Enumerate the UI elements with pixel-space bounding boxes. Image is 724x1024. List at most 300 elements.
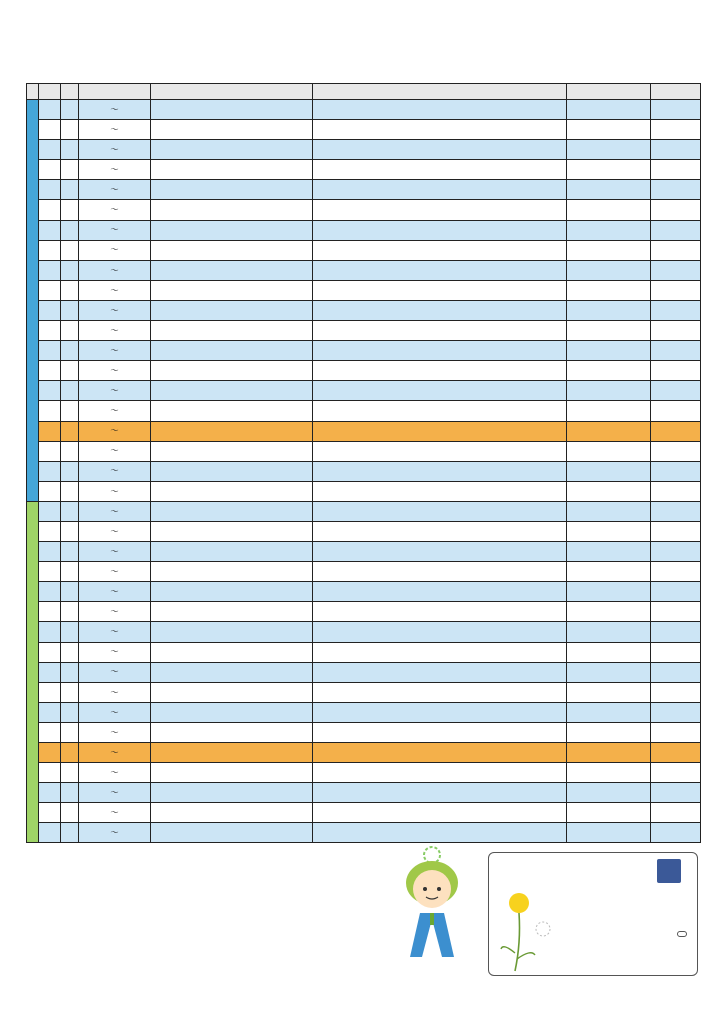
teacher-cell (567, 501, 651, 521)
fee-cell (651, 140, 701, 160)
event-title-cell (151, 401, 313, 421)
weekday-cell (61, 743, 79, 763)
day-cell (39, 220, 61, 240)
start-time-cell (79, 140, 107, 160)
time-separator: ～ (107, 662, 123, 682)
fee-cell (651, 260, 701, 280)
table-row (27, 803, 701, 823)
end-time-cell (123, 461, 151, 481)
fee-cell (651, 702, 701, 722)
fee-cell (651, 481, 701, 501)
teacher-cell (567, 361, 651, 381)
table-row (27, 100, 701, 120)
end-time-cell (123, 341, 151, 361)
day-cell (39, 260, 61, 280)
weekday-cell (61, 260, 79, 280)
fee-cell (651, 743, 701, 763)
fee-cell (651, 280, 701, 300)
fee-cell (651, 321, 701, 341)
teacher-cell (567, 582, 651, 602)
weekday-cell (61, 240, 79, 260)
end-time-cell (123, 160, 151, 180)
end-time-cell (123, 321, 151, 341)
teacher-cell (567, 722, 651, 742)
start-time-cell (79, 180, 107, 200)
end-time-cell (123, 481, 151, 501)
fee-cell (651, 300, 701, 320)
table-row (27, 260, 701, 280)
theme-cell (313, 361, 567, 381)
teacher-cell (567, 662, 651, 682)
time-separator: ～ (107, 521, 123, 541)
end-time-cell (123, 300, 151, 320)
table-row (27, 200, 701, 220)
fee-cell (651, 803, 701, 823)
teacher-cell (567, 100, 651, 120)
fee-cell (651, 582, 701, 602)
day-cell (39, 682, 61, 702)
end-time-cell (123, 401, 151, 421)
start-time-cell (79, 763, 107, 783)
teacher-cell (567, 220, 651, 240)
teacher-cell (567, 401, 651, 421)
event-title-cell (151, 763, 313, 783)
theme-cell (313, 542, 567, 562)
weekday-cell (61, 421, 79, 441)
day-cell (39, 401, 61, 421)
event-title-cell (151, 562, 313, 582)
start-time-cell (79, 160, 107, 180)
day-cell (39, 622, 61, 642)
time-separator: ～ (107, 321, 123, 341)
weekday-cell (61, 461, 79, 481)
weekday-cell (61, 763, 79, 783)
theme-cell (313, 401, 567, 421)
day-cell (39, 200, 61, 220)
weekday-cell (61, 220, 79, 240)
fee-cell (651, 763, 701, 783)
teacher-cell (567, 481, 651, 501)
theme-cell (313, 562, 567, 582)
start-time-cell (79, 361, 107, 381)
time-separator: ～ (107, 240, 123, 260)
fee-cell (651, 381, 701, 401)
header-theme (313, 84, 567, 100)
weekday-cell (61, 521, 79, 541)
teacher-cell (567, 562, 651, 582)
end-time-cell (123, 441, 151, 461)
fee-cell (651, 220, 701, 240)
fee-cell (651, 823, 701, 843)
weekday-cell (61, 300, 79, 320)
start-time-cell (79, 300, 107, 320)
event-title-cell (151, 441, 313, 461)
time-separator: ～ (107, 441, 123, 461)
time-separator: ～ (107, 300, 123, 320)
event-title-cell (151, 702, 313, 722)
time-separator: ～ (107, 220, 123, 240)
time-separator: ～ (107, 501, 123, 521)
end-time-cell (123, 140, 151, 160)
header-month (27, 84, 39, 100)
event-title-cell (151, 220, 313, 240)
end-time-cell (123, 682, 151, 702)
teacher-cell (567, 200, 651, 220)
weekday-cell (61, 682, 79, 702)
end-time-cell (123, 521, 151, 541)
table-row (27, 602, 701, 622)
day-cell (39, 240, 61, 260)
theme-cell (313, 140, 567, 160)
schedule-table (26, 83, 701, 843)
end-time-cell (123, 642, 151, 662)
weekday-cell (61, 722, 79, 742)
theme-cell (313, 722, 567, 742)
day-cell (39, 521, 61, 541)
teacher-cell (567, 743, 651, 763)
day-cell (39, 823, 61, 843)
table-row (27, 743, 701, 763)
start-time-cell (79, 662, 107, 682)
start-time-cell (79, 642, 107, 662)
table-row (27, 220, 701, 240)
weekday-cell (61, 803, 79, 823)
time-separator: ～ (107, 582, 123, 602)
time-separator: ～ (107, 622, 123, 642)
table-row (27, 401, 701, 421)
day-cell (39, 421, 61, 441)
end-time-cell (123, 180, 151, 200)
day-cell (39, 501, 61, 521)
end-time-cell (123, 542, 151, 562)
event-title-cell (151, 341, 313, 361)
teacher-cell (567, 160, 651, 180)
header-fee (651, 84, 701, 100)
teacher-cell (567, 702, 651, 722)
weekday-cell (61, 140, 79, 160)
time-separator: ～ (107, 562, 123, 582)
start-time-cell (79, 562, 107, 582)
teacher-cell (567, 300, 651, 320)
day-cell (39, 441, 61, 461)
teacher-cell (567, 803, 651, 823)
theme-cell (313, 120, 567, 140)
event-title-cell (151, 361, 313, 381)
fee-cell (651, 200, 701, 220)
event-title-cell (151, 743, 313, 763)
event-title-cell (151, 662, 313, 682)
start-time-cell (79, 260, 107, 280)
table-row (27, 160, 701, 180)
event-title-cell (151, 501, 313, 521)
theme-cell (313, 602, 567, 622)
weekday-cell (61, 602, 79, 622)
teacher-cell (567, 240, 651, 260)
end-time-cell (123, 280, 151, 300)
teacher-cell (567, 280, 651, 300)
fee-cell (651, 361, 701, 381)
event-title-cell (151, 100, 313, 120)
start-time-cell (79, 582, 107, 602)
day-cell (39, 803, 61, 823)
theme-cell (313, 763, 567, 783)
theme-cell (313, 481, 567, 501)
table-row (27, 542, 701, 562)
fee-cell (651, 421, 701, 441)
facebook-logo-icon (657, 859, 681, 883)
time-separator: ～ (107, 461, 123, 481)
table-row (27, 682, 701, 702)
theme-cell (313, 240, 567, 260)
event-title-cell (151, 481, 313, 501)
theme-cell (313, 662, 567, 682)
event-title-cell (151, 421, 313, 441)
event-title-cell (151, 582, 313, 602)
fee-cell (651, 100, 701, 120)
start-time-cell (79, 783, 107, 803)
day-cell (39, 702, 61, 722)
theme-cell (313, 501, 567, 521)
weekday-cell (61, 361, 79, 381)
event-title-cell (151, 381, 313, 401)
event-title-cell (151, 682, 313, 702)
event-title-cell (151, 783, 313, 803)
table-row (27, 461, 701, 481)
theme-cell (313, 220, 567, 240)
time-separator: ～ (107, 341, 123, 361)
start-time-cell (79, 743, 107, 763)
fee-cell (651, 240, 701, 260)
day-cell (39, 120, 61, 140)
event-title-cell (151, 160, 313, 180)
table-row (27, 300, 701, 320)
day-cell (39, 361, 61, 381)
event-title-cell (151, 120, 313, 140)
event-title-cell (151, 300, 313, 320)
day-cell (39, 763, 61, 783)
theme-cell (313, 260, 567, 280)
weekday-cell (61, 341, 79, 361)
start-time-cell (79, 220, 107, 240)
table-row (27, 582, 701, 602)
weekday-cell (61, 401, 79, 421)
end-time-cell (123, 582, 151, 602)
fee-cell (651, 401, 701, 421)
time-separator: ～ (107, 140, 123, 160)
end-time-cell (123, 662, 151, 682)
table-row (27, 501, 701, 521)
header-time (79, 84, 151, 100)
teacher-cell (567, 381, 651, 401)
time-separator: ～ (107, 280, 123, 300)
start-time-cell (79, 321, 107, 341)
teacher-cell (567, 321, 651, 341)
weekday-cell (61, 642, 79, 662)
day-cell (39, 602, 61, 622)
day-cell (39, 743, 61, 763)
theme-cell (313, 180, 567, 200)
end-time-cell (123, 602, 151, 622)
table-row (27, 341, 701, 361)
table-row (27, 140, 701, 160)
teacher-cell (567, 622, 651, 642)
teacher-cell (567, 823, 651, 843)
table-row (27, 361, 701, 381)
teacher-cell (567, 521, 651, 541)
day-cell (39, 461, 61, 481)
table-row (27, 722, 701, 742)
time-separator: ～ (107, 381, 123, 401)
event-title-cell (151, 321, 313, 341)
event-title-cell (151, 622, 313, 642)
weekday-cell (61, 100, 79, 120)
fee-cell (651, 180, 701, 200)
start-time-cell (79, 280, 107, 300)
theme-cell (313, 341, 567, 361)
start-time-cell (79, 240, 107, 260)
weekday-cell (61, 160, 79, 180)
time-separator: ～ (107, 100, 123, 120)
day-cell (39, 582, 61, 602)
time-separator: ～ (107, 722, 123, 742)
table-row (27, 120, 701, 140)
time-separator: ～ (107, 642, 123, 662)
weekday-cell (61, 542, 79, 562)
fee-cell (651, 501, 701, 521)
dandelion-illustration (497, 883, 557, 973)
event-title-cell (151, 823, 313, 843)
day-cell (39, 180, 61, 200)
end-time-cell (123, 100, 151, 120)
fee-cell (651, 783, 701, 803)
teacher-cell (567, 763, 651, 783)
table-row (27, 441, 701, 461)
table-row (27, 783, 701, 803)
end-time-cell (123, 803, 151, 823)
header-dow (61, 84, 79, 100)
day-cell (39, 783, 61, 803)
table-row (27, 180, 701, 200)
fee-cell (651, 662, 701, 682)
start-time-cell (79, 481, 107, 501)
fee-cell (651, 160, 701, 180)
table-row (27, 662, 701, 682)
time-separator: ～ (107, 702, 123, 722)
event-title-cell (151, 642, 313, 662)
weekday-cell (61, 321, 79, 341)
theme-cell (313, 100, 567, 120)
day-cell (39, 300, 61, 320)
start-time-cell (79, 521, 107, 541)
fee-cell (651, 622, 701, 642)
table-row (27, 280, 701, 300)
fee-cell (651, 602, 701, 622)
fee-cell (651, 120, 701, 140)
table-row (27, 421, 701, 441)
event-title-cell (151, 180, 313, 200)
teacher-cell (567, 140, 651, 160)
day-cell (39, 662, 61, 682)
weekday-cell (61, 582, 79, 602)
weekday-cell (61, 823, 79, 843)
end-time-cell (123, 823, 151, 843)
theme-cell (313, 461, 567, 481)
start-time-cell (79, 200, 107, 220)
time-separator: ～ (107, 803, 123, 823)
time-separator: ～ (107, 120, 123, 140)
table-header (27, 84, 701, 100)
theme-cell (313, 642, 567, 662)
end-time-cell (123, 421, 151, 441)
time-separator: ～ (107, 180, 123, 200)
teacher-cell (567, 642, 651, 662)
event-title-cell (151, 260, 313, 280)
end-time-cell (123, 220, 151, 240)
theme-cell (313, 421, 567, 441)
teacher-cell (567, 783, 651, 803)
end-time-cell (123, 743, 151, 763)
weekday-cell (61, 501, 79, 521)
end-time-cell (123, 240, 151, 260)
header-teacher (567, 84, 651, 100)
fee-cell (651, 562, 701, 582)
event-title-cell (151, 803, 313, 823)
start-time-cell (79, 702, 107, 722)
fee-cell (651, 682, 701, 702)
time-separator: ～ (107, 763, 123, 783)
time-separator: ～ (107, 682, 123, 702)
end-time-cell (123, 381, 151, 401)
theme-cell (313, 743, 567, 763)
fee-cell (651, 341, 701, 361)
end-time-cell (123, 361, 151, 381)
theme-cell (313, 622, 567, 642)
weekday-cell (61, 783, 79, 803)
time-separator: ～ (107, 823, 123, 843)
time-separator: ～ (107, 542, 123, 562)
event-title-cell (151, 240, 313, 260)
facebook-panel (488, 852, 698, 976)
table-row (27, 763, 701, 783)
table-row (27, 240, 701, 260)
weekday-cell (61, 702, 79, 722)
event-title-cell (151, 200, 313, 220)
day-cell (39, 381, 61, 401)
event-title-cell (151, 542, 313, 562)
start-time-cell (79, 501, 107, 521)
day-cell (39, 722, 61, 742)
mascot-illustration (392, 845, 472, 969)
like-button[interactable] (677, 931, 687, 937)
end-time-cell (123, 260, 151, 280)
weekday-cell (61, 441, 79, 461)
fee-cell (651, 461, 701, 481)
day-cell (39, 562, 61, 582)
table-row (27, 381, 701, 401)
table-row (27, 622, 701, 642)
start-time-cell (79, 823, 107, 843)
teacher-cell (567, 461, 651, 481)
event-title-cell (151, 602, 313, 622)
start-time-cell (79, 441, 107, 461)
table-row (27, 321, 701, 341)
month-label (27, 100, 39, 502)
teacher-cell (567, 441, 651, 461)
time-separator: ～ (107, 783, 123, 803)
theme-cell (313, 200, 567, 220)
time-separator: ～ (107, 602, 123, 622)
day-cell (39, 481, 61, 501)
